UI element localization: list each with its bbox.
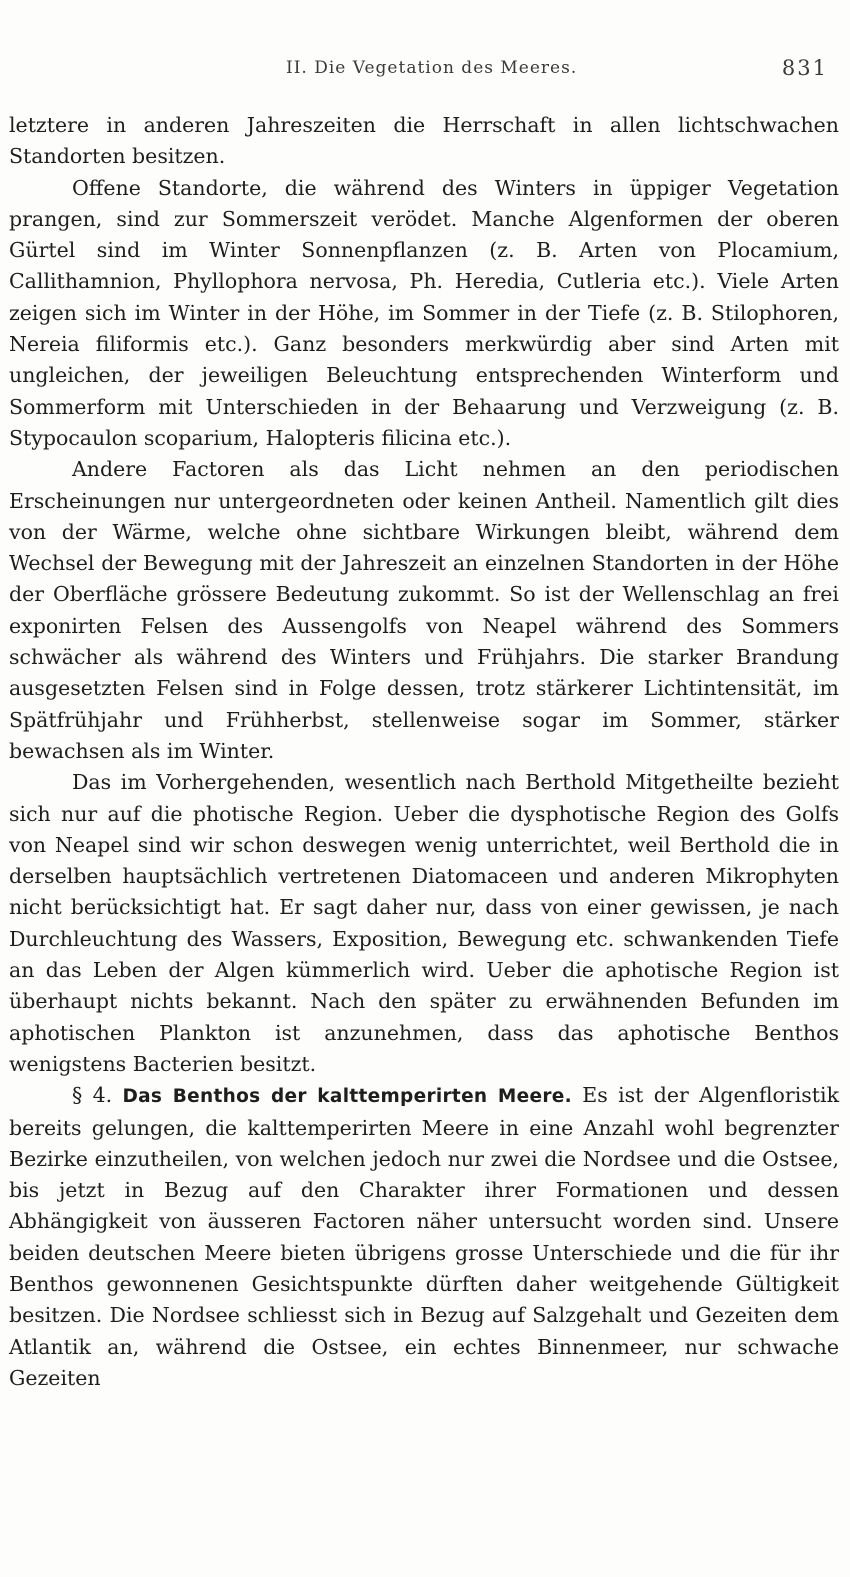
running-header [0,58,850,88]
section-number: § 4. [72,1083,113,1108]
paragraph-continuation: letztere in anderen Jahreszeiten die Herrschaft in allen lichtschwachen Standorten besitzen. [9,113,839,169]
page-number: 831 [781,56,828,80]
paragraph-berthold: Das im Vorhergehenden, wesentlich nach Berthold Mitgetheilte bezieht sich nur auf die photische Region. Ueber die dysphotische Region des Golfs von Neapel sind wir schon deswegen wenig unterrichtet, weil Berthold die in derselben hauptsächlich vertretenen Diatomaceen und anderen Mikrophyten nicht berücksichtigt hat. Er sagt daher nur, dass von einer gewissen, je nach Durchleuchtung des Wassers, Exposition, Bewegung etc. schwankenden Tiefe an das Leben der Algen kümmerlich wird. Ueber die aphotische Region ist überhaupt nichts bekannt. Nach den später zu erwähnenden Befunden im aphotischen Plankton ist anzunehmen, dass das aphotische Benthos wenigstens Bacterien besitzt. [9,770,839,1076]
section-text: Es ist der Algenfloristik bereits gelungen, die kalttemperirten Meere in eine Anzahl wohl begrenzter Bezirke einzutheilen, von welchen jedoch nur zwei die Nordsee und die Ostsee, bis jetzt in Bezug auf den Charakter ihrer Formationen und dessen Abhängigkeit von äusseren Factoren näher untersucht worden sind. Unsere beiden deutschen Meere bieten übrigens grosse Unterschiede und die für ihr Benthos gewonnenen Gesichtspunkte dürften daher weitgehende Gültigkeit besitzen. Die Nordsee schliesst sich in Bezug auf Salzgehalt und Gezeiten dem Atlantik an, während die Ostsee, ein echtes Binnenmeer, nur schwache Gezeiten [9,1083,839,1390]
section-heading: Das Benthos der kalttemperirten Meere. [122,1086,572,1108]
body-text [9,110,839,1394]
paragraph-open-sites: Offene Standorte, die während des Winters in üppiger Vegetation prangen, sind zur Sommerszeit verödet. Manche Algenformen der oberen Gürtel sind im Winter Sonnenpflanzen (z. B. Arten von Plocamium, Callithamnion, Phyllophora nervosa, Ph. Heredia, Cutleria etc.). Viele Arten zeigen sich im Winter in der Höhe, im Sommer in der Tiefe (z. B. Stilophoren, Nereia filiformis etc.). Ganz besonders merkwürdig aber sind Arten mit ungleichen, der jeweiligen Beleuchtung entsprechenden Winterform und Sommerform mit Unterschieden in der Behaarung und Verzweigung (z. B. Stypocaulon scoparium, Halopteris filicina etc.). [9,175,839,450]
paragraph-other-factors: Andere Factoren als das Licht nehmen an den periodischen Erscheinungen nur untergeordneten oder keinen Antheil. Namentlich gilt dies von der Wärme, welche ohne sichtbare Wirkungen bleibt, während dem Wechsel der Bewegung mit der Jahreszeit an einzelnen Standorten in der Höhe der Oberfläche grössere Bedeutung zukommt. So ist der Wellenschlag an frei exponirten Felsen des Aussengolfs von Neapel während des Sommers schwächer als während des Winters und Frühjahrs. Die starker Brandung ausgesetzten Felsen sind in Folge dessen, trotz stärkerer Lichtintensität, im Spätfrühjahr und Frühherbst, stellenweise sogar im Sommer, stärker bewachsen als im Winter. [9,457,839,763]
section-paragraph [9,1080,839,1394]
running-title: II. Die Vegetation des Meeres. [286,58,578,78]
